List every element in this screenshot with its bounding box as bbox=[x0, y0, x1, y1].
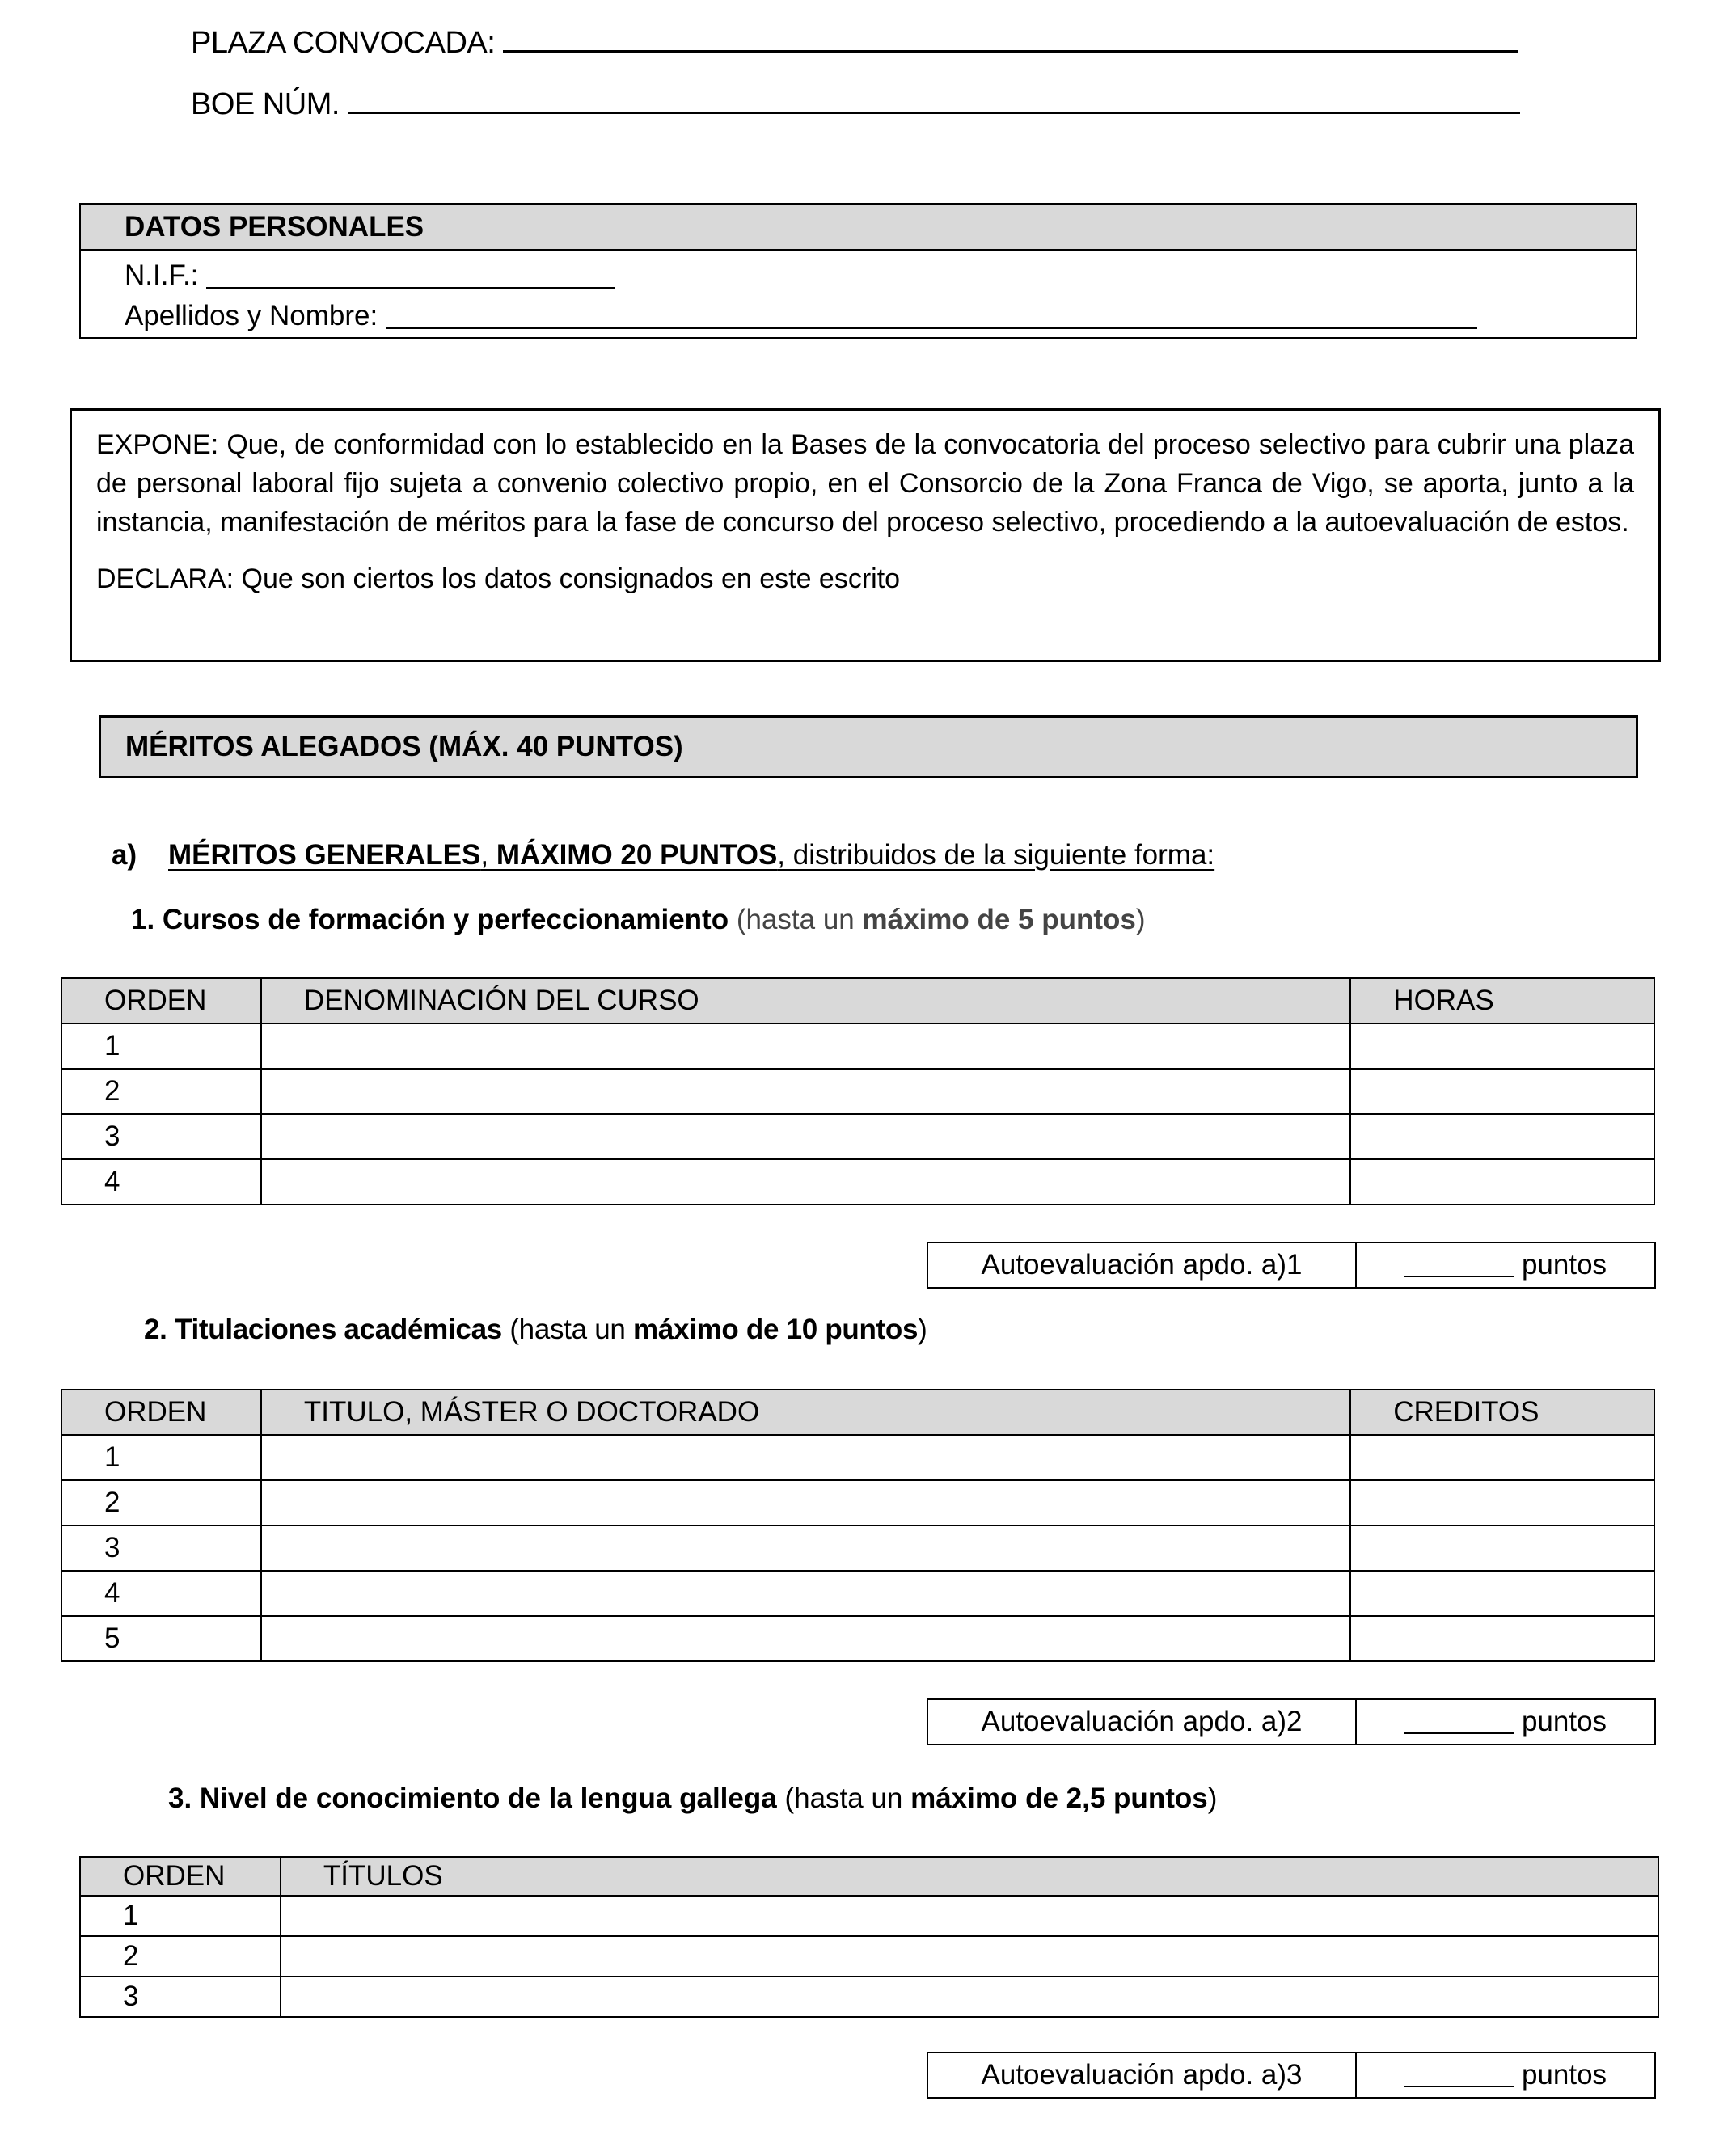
titulo-cell[interactable] bbox=[281, 1977, 1658, 2017]
gallego-table bbox=[79, 1856, 1659, 2018]
autoevaluacion-a2-value bbox=[1357, 1700, 1654, 1744]
denominacion-cell[interactable] bbox=[261, 1114, 1350, 1159]
meritos-generales-rest: , distribuidos de la siguiente forma: bbox=[777, 839, 1215, 871]
table-row bbox=[80, 1936, 1658, 1977]
denominacion-cell[interactable] bbox=[261, 1069, 1350, 1114]
autoevaluacion-a2 bbox=[927, 1698, 1656, 1745]
table-row bbox=[61, 1159, 1654, 1205]
section2-paren-close: ) bbox=[918, 1314, 927, 1345]
horas-cell[interactable] bbox=[1350, 1023, 1654, 1069]
declara-text: DECLARA: Que son ciertos los datos consignados en este escrito bbox=[96, 563, 901, 594]
section2-max: máximo de 10 puntos bbox=[633, 1314, 919, 1345]
nombre-row bbox=[81, 296, 1636, 336]
autoevaluacion-a1 bbox=[927, 1242, 1656, 1289]
nif-row bbox=[81, 255, 1636, 296]
autoevaluacion-a3-field[interactable] bbox=[1404, 2063, 1514, 2087]
nif-label: N.I.F.: bbox=[125, 259, 199, 291]
col-orden-header: ORDEN bbox=[61, 1390, 261, 1435]
titulo-cell[interactable] bbox=[281, 1896, 1658, 1936]
orden-cell: 5 bbox=[61, 1616, 261, 1661]
nif-field[interactable] bbox=[206, 263, 615, 289]
meritos-generales-letter: a) bbox=[112, 839, 137, 871]
datos-personales-title: DATOS PERSONALES bbox=[125, 210, 424, 243]
puntos-label: puntos bbox=[1521, 1706, 1607, 1737]
autoevaluacion-a1-value bbox=[1357, 1243, 1654, 1287]
creditos-cell[interactable] bbox=[1350, 1480, 1654, 1525]
section2-paren-open: (hasta un bbox=[501, 1314, 633, 1345]
boe-num-field[interactable] bbox=[348, 82, 1520, 114]
expone-box bbox=[70, 408, 1661, 662]
plaza-convocada-line bbox=[191, 21, 1518, 61]
table-row bbox=[61, 1114, 1654, 1159]
col-titulos-header: TÍTULOS bbox=[281, 1857, 1658, 1896]
meritos-generales-heading bbox=[112, 839, 1214, 871]
autoevaluacion-a2-label: Autoevaluación apdo. a)2 bbox=[928, 1700, 1357, 1744]
plaza-convocada-field[interactable] bbox=[503, 21, 1518, 53]
autoevaluacion-a3-value bbox=[1357, 2053, 1654, 2097]
col-creditos-header: CREDITOS bbox=[1350, 1390, 1654, 1435]
orden-cell: 3 bbox=[80, 1977, 281, 2017]
creditos-cell[interactable] bbox=[1350, 1435, 1654, 1480]
section3-title: 3. Nivel de conocimiento de la lengua gallega bbox=[168, 1783, 777, 1814]
meritos-generales-title-2: MÁXIMO 20 PUNTOS bbox=[496, 839, 778, 871]
orden-cell: 2 bbox=[61, 1069, 261, 1114]
orden-cell: 4 bbox=[61, 1159, 261, 1205]
autoevaluacion-a3-label: Autoevaluación apdo. a)3 bbox=[928, 2053, 1357, 2097]
col-denominacion-header: DENOMINACIÓN DEL CURSO bbox=[261, 978, 1350, 1023]
boe-num-label: BOE NÚM. bbox=[191, 87, 340, 121]
table-header-row bbox=[80, 1857, 1658, 1896]
table-row bbox=[80, 1896, 1658, 1936]
meritos-generales-sep: , bbox=[480, 839, 496, 871]
boe-num-line bbox=[191, 82, 1520, 122]
orden-cell: 3 bbox=[61, 1525, 261, 1571]
autoevaluacion-a3 bbox=[927, 2052, 1656, 2099]
section3-paren-close: ) bbox=[1207, 1783, 1218, 1814]
horas-cell[interactable] bbox=[1350, 1069, 1654, 1114]
nombre-field[interactable] bbox=[386, 303, 1477, 329]
orden-cell: 2 bbox=[80, 1936, 281, 1977]
horas-cell[interactable] bbox=[1350, 1114, 1654, 1159]
titulo-cell[interactable] bbox=[261, 1571, 1350, 1616]
section1-paren-open: (hasta un bbox=[729, 904, 863, 935]
col-horas-header: HORAS bbox=[1350, 978, 1654, 1023]
section2-heading bbox=[144, 1314, 927, 1346]
table-row bbox=[61, 1435, 1654, 1480]
orden-cell: 2 bbox=[61, 1480, 261, 1525]
meritos-generales-title-1: MÉRITOS GENERALES bbox=[168, 839, 481, 871]
orden-cell: 4 bbox=[61, 1571, 261, 1616]
table-row bbox=[61, 1069, 1654, 1114]
section3-paren-open: (hasta un bbox=[776, 1783, 911, 1814]
section1-paren-close: ) bbox=[1135, 904, 1146, 935]
titulo-cell[interactable] bbox=[261, 1525, 1350, 1571]
creditos-cell[interactable] bbox=[1350, 1525, 1654, 1571]
titulaciones-table bbox=[61, 1389, 1655, 1662]
table-header-row bbox=[61, 978, 1654, 1023]
autoevaluacion-a2-field[interactable] bbox=[1404, 1710, 1514, 1734]
creditos-cell[interactable] bbox=[1350, 1571, 1654, 1616]
table-row bbox=[61, 1616, 1654, 1661]
datos-personales-header bbox=[81, 205, 1636, 251]
meritos-alegados-title: MÉRITOS ALEGADOS (MÁX. 40 PUNTOS) bbox=[125, 731, 683, 762]
datos-personales-box bbox=[79, 203, 1637, 339]
table-row bbox=[61, 1571, 1654, 1616]
plaza-convocada-label: PLAZA CONVOCADA: bbox=[191, 26, 496, 60]
expone-text: EXPONE: Que, de conformidad con lo establecido en la Bases de la convocatoria del proceso selectivo para cubrir una plaza de personal laboral fijo sujeta a convenio colectivo propio, en el Consorcio de la Zona Franca de Vigo, se aporta, junto a la instancia, manifestación de méritos para la fase de concurso del proceso selectivo, procediendo a la autoevaluación de estos. bbox=[96, 429, 1634, 538]
titulo-cell[interactable] bbox=[261, 1480, 1350, 1525]
creditos-cell[interactable] bbox=[1350, 1616, 1654, 1661]
puntos-label: puntos bbox=[1521, 2059, 1607, 2091]
orden-cell: 1 bbox=[61, 1023, 261, 1069]
section3-max: máximo de 2,5 puntos bbox=[910, 1783, 1208, 1814]
table-row bbox=[61, 1023, 1654, 1069]
section2-title: 2. Titulaciones académicas bbox=[144, 1314, 502, 1345]
titulo-cell[interactable] bbox=[281, 1936, 1658, 1977]
autoevaluacion-a1-field[interactable] bbox=[1404, 1253, 1514, 1277]
section1-title: 1. Cursos de formación y perfeccionamiento bbox=[131, 904, 729, 935]
titulo-cell[interactable] bbox=[261, 1616, 1350, 1661]
table-row bbox=[80, 1977, 1658, 2017]
col-titulo-header: TITULO, MÁSTER O DOCTORADO bbox=[261, 1390, 1350, 1435]
meritos-alegados-header bbox=[99, 715, 1638, 778]
table-header-row bbox=[61, 1390, 1654, 1435]
col-orden-header: ORDEN bbox=[61, 978, 261, 1023]
titulo-cell[interactable] bbox=[261, 1435, 1350, 1480]
puntos-label: puntos bbox=[1521, 1249, 1607, 1281]
denominacion-cell[interactable] bbox=[261, 1023, 1350, 1069]
denominacion-cell[interactable] bbox=[261, 1159, 1350, 1205]
horas-cell[interactable] bbox=[1350, 1159, 1654, 1205]
section1-heading bbox=[131, 904, 1146, 936]
nombre-label: Apellidos y Nombre: bbox=[125, 300, 378, 331]
cursos-table bbox=[61, 977, 1655, 1205]
col-orden-header: ORDEN bbox=[80, 1857, 281, 1896]
section3-heading bbox=[168, 1783, 1217, 1815]
table-row bbox=[61, 1525, 1654, 1571]
autoevaluacion-a1-label: Autoevaluación apdo. a)1 bbox=[928, 1243, 1357, 1287]
section1-max: máximo de 5 puntos bbox=[862, 904, 1136, 935]
orden-cell: 1 bbox=[80, 1896, 281, 1936]
orden-cell: 1 bbox=[61, 1435, 261, 1480]
table-row bbox=[61, 1480, 1654, 1525]
orden-cell: 3 bbox=[61, 1114, 261, 1159]
